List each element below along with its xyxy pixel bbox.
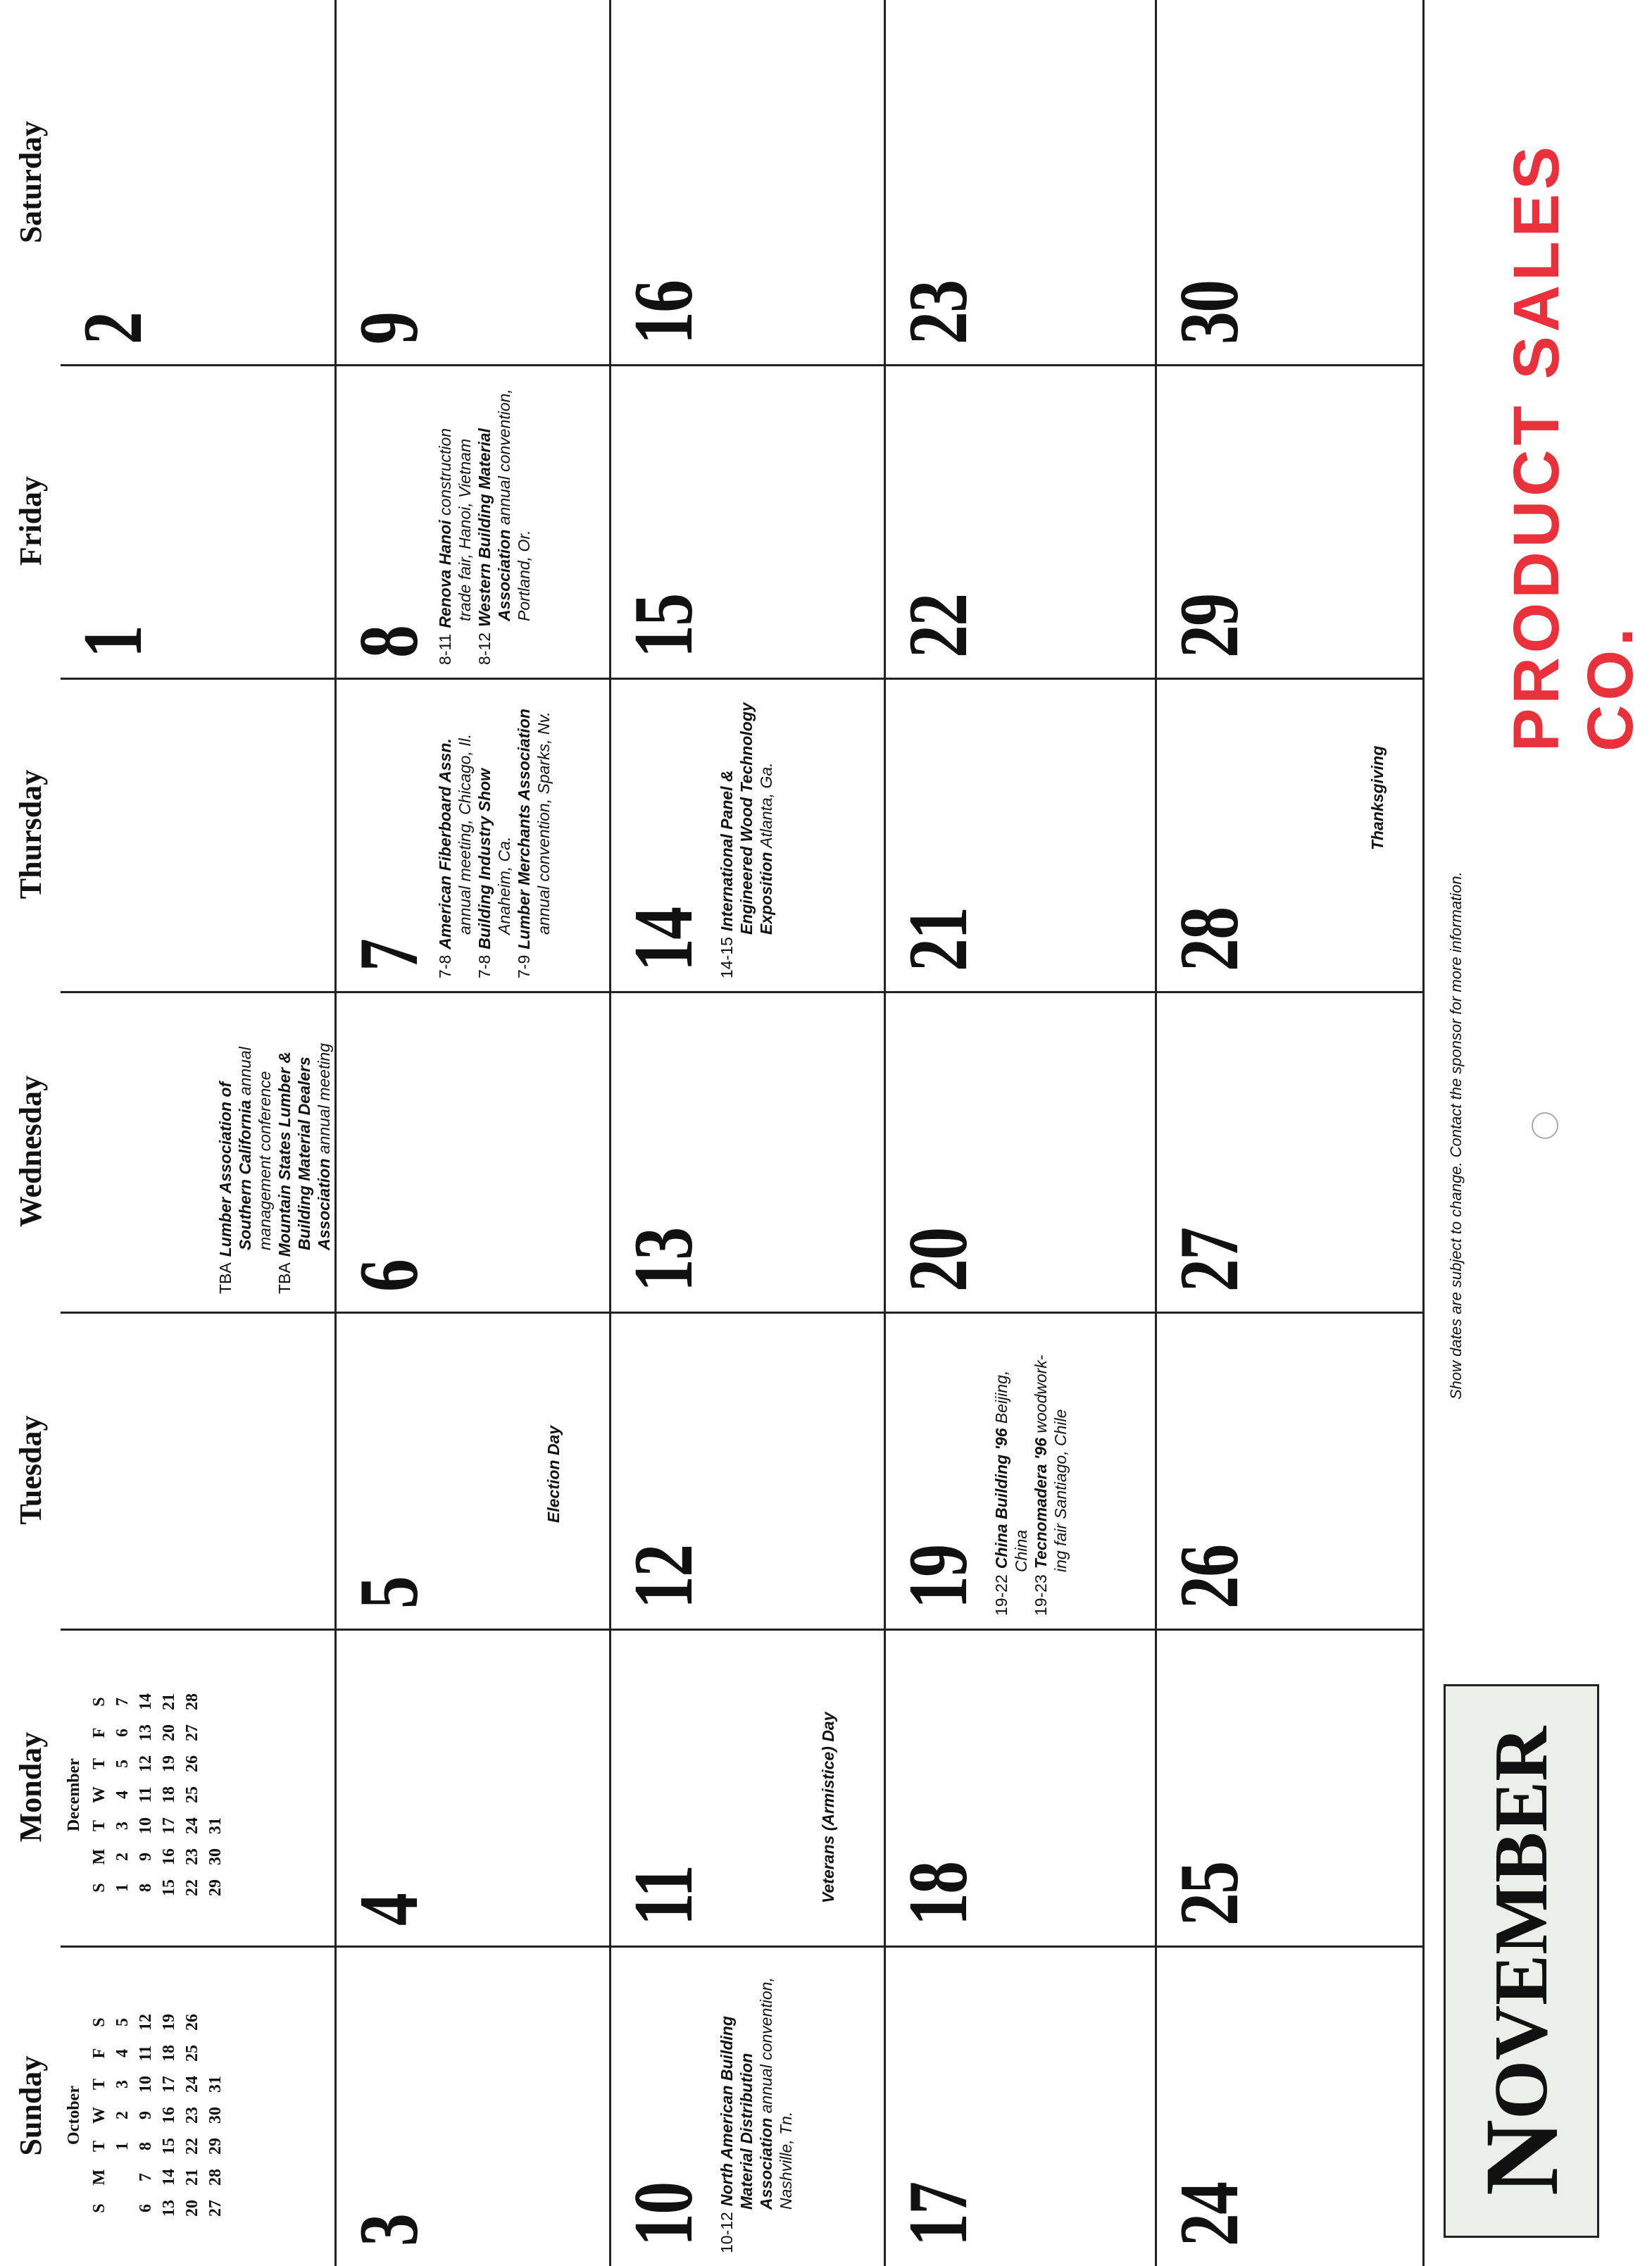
day-number: 26 (1162, 1545, 1256, 1609)
event-list: 8-11Renova Hanoi construction trade fair, Hanoi, Vietnam 8-12Western Building Material Association annual convention, Portland, Or. (436, 389, 533, 665)
month-title: N OVEMBER (1444, 1684, 1599, 2238)
day-number: 8 (342, 625, 435, 658)
cell-week2-thu (337, 678, 611, 991)
day-number: 4 (342, 1893, 435, 1926)
cell-week3-fri (611, 364, 886, 678)
day-number: 12 (616, 1545, 710, 1609)
disclaimer-text: Show dates are subject to change. Contact the sponsor for more information. (1447, 871, 1465, 1400)
cell-week5-mon (1157, 1629, 1425, 1946)
mini-calendar-october: October S M T W T F S 1 2 3 4 5 6 7 8 9 10 11 12 13 14 15 16 17 18 19 20 21 22 23 24 25 26 27 28 29 30 31 (65, 2007, 227, 2224)
cell-week4-wed (886, 991, 1157, 1312)
day-number: 18 (891, 1862, 984, 1926)
cell-week5-wed (1157, 991, 1425, 1312)
day-number: 14 (616, 907, 710, 971)
event-list: 14-15International Panel & Engineered Wood Technology Exposition Atlanta, Ga. (718, 702, 775, 978)
day-number: 13 (616, 1228, 710, 1292)
cell-week3-sat (611, 0, 886, 364)
cell-week1-sat (61, 0, 337, 364)
cell-week4-fri (886, 364, 1157, 678)
day-number: 6 (342, 1259, 435, 1292)
day-number: 20 (891, 1228, 984, 1292)
day-number: 10 (616, 2182, 710, 2246)
cell-week2-wed (337, 991, 611, 1312)
day-number: 17 (891, 2182, 984, 2246)
cell-week5-sun (1157, 1946, 1425, 2266)
day-number: 3 (342, 2214, 435, 2246)
day-number: 5 (342, 1576, 435, 1609)
cell-week1-tue (61, 1312, 337, 1629)
holiday-label: Election Day (544, 1425, 563, 1523)
day-number: 15 (616, 594, 710, 658)
header-tuesday: Tuesday (13, 1415, 48, 1525)
day-number: 16 (616, 280, 710, 344)
cell-week2-fri (337, 364, 611, 678)
day-number: 1 (65, 625, 159, 658)
header-friday: Friday (13, 475, 48, 566)
cell-week2-sat (337, 0, 611, 364)
holiday-label: Thanksgiving (1368, 745, 1387, 850)
cell-week5-sat (1157, 0, 1425, 364)
cell-week4-sat (886, 0, 1157, 364)
cell-week1-mon (61, 1629, 337, 1946)
cell-week1-fri (61, 364, 337, 678)
event-list: 10-12North American Building Material Distribution Association annual convention, Nashville, Tn. (718, 1977, 795, 2253)
day-number: 21 (891, 907, 984, 971)
day-number: 9 (342, 312, 435, 344)
cell-week1-wed (61, 991, 337, 1312)
cell-week5-thu (1157, 678, 1425, 991)
mini-calendar-title: October (65, 2086, 83, 2145)
day-number: 24 (1162, 2182, 1256, 2246)
day-number: 7 (342, 939, 435, 971)
day-number: 22 (891, 594, 984, 658)
cell-week5-tue (1157, 1312, 1425, 1629)
day-number: 19 (891, 1545, 984, 1609)
cell-week5-fri (1157, 364, 1425, 678)
header-thursday: Thursday (13, 769, 48, 899)
cell-week3-wed (611, 991, 886, 1312)
cell-week4-mon (886, 1629, 1157, 1946)
day-number: 28 (1162, 907, 1256, 971)
cell-week2-sun (337, 1946, 611, 2266)
day-number: 30 (1162, 280, 1256, 344)
day-number: 23 (891, 280, 984, 344)
day-number: 25 (1162, 1862, 1256, 1926)
cell-week4-sun (886, 1946, 1157, 2266)
event-list: 7-8American Fiberboard Assn. annual meeting, Chicago, Il. 7-8Building Industry Show Anaheim, Ca. 7-9Lumber Merchants Association annual convention, Sparks, Nv. (436, 709, 553, 978)
header-monday: Monday (13, 1731, 48, 1843)
cell-week4-tue (886, 1312, 1157, 1629)
cell-week4-thu (886, 678, 1157, 991)
mini-calendar-december: December S M T W T F S 1 2 3 4 5 6 7 8 9 10 11 12 13 14 15 16 17 18 19 20 21 22 23 24 25 26 27 28 29 30 31 (65, 1686, 227, 1903)
cell-week3-sun (611, 1946, 886, 2266)
cell-week3-mon (611, 1629, 886, 1946)
mini-calendar-title: December (65, 1758, 83, 1831)
brand-logo: PRODUCT SALES CO. (1501, 142, 1646, 752)
event-list: 19-22China Building '96 Beijing, China 19-23Tecnomadera '96 woodwork- ing fair Santiago, Chile (992, 1355, 1070, 1616)
punch-hole (1532, 1112, 1558, 1139)
day-number: 11 (616, 1865, 710, 1926)
day-number: 29 (1162, 594, 1256, 658)
header-saturday: Saturday (13, 120, 48, 244)
event-list: TBALumber Association of Southern California annual management conference TBAMountain States Lumber & Building Material Dealers Association annual meeting (216, 1042, 333, 1294)
cell-week3-tue (611, 1312, 886, 1629)
day-number: 27 (1162, 1228, 1256, 1292)
header-wednesday: Wednesday (13, 1075, 48, 1228)
holiday-label: Veterans (Armistice) Day (819, 1712, 837, 1903)
day-number: 2 (65, 312, 159, 344)
header-sunday: Sunday (13, 2055, 48, 2156)
cell-week1-sun (61, 1946, 337, 2266)
cell-week1-thu (61, 678, 337, 991)
cell-week2-mon (337, 1629, 611, 1946)
cell-week2-tue (337, 1312, 611, 1629)
cell-week3-thu (611, 678, 886, 991)
